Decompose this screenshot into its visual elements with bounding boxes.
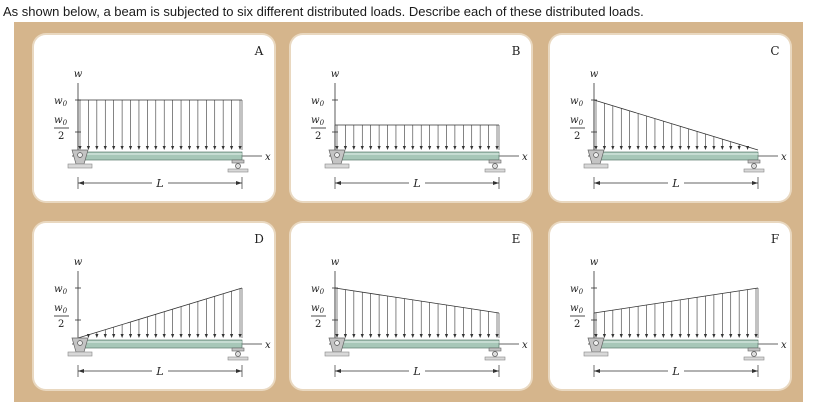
half-w0-numerator: $w_0$ bbox=[54, 303, 68, 315]
load-arrow-head bbox=[171, 334, 174, 338]
load-arrow-head bbox=[721, 146, 724, 150]
load-arrow-head bbox=[137, 334, 140, 338]
load-arrow-head bbox=[687, 334, 690, 338]
dim-arrow-right bbox=[752, 181, 758, 185]
load-arrow-head bbox=[230, 146, 233, 150]
length-label: L bbox=[156, 177, 164, 190]
load-arrow-head bbox=[420, 146, 423, 150]
half-w0-denominator: 2 bbox=[315, 319, 322, 330]
w0-label: $w_0$ bbox=[570, 284, 584, 296]
dim-arrow-right bbox=[236, 181, 242, 185]
pin-support-base bbox=[584, 352, 608, 356]
load-arrow-head bbox=[628, 334, 631, 338]
load-arrow-head bbox=[78, 146, 81, 150]
load-arrow-head bbox=[679, 334, 682, 338]
half-w0-numerator: $w_0$ bbox=[570, 115, 584, 127]
figure-frame bbox=[14, 22, 803, 402]
load-arrow-head bbox=[729, 146, 732, 150]
load-arrow-head bbox=[470, 146, 473, 150]
dim-arrow-right bbox=[236, 369, 242, 373]
half-w0-subscript: 0 bbox=[578, 119, 584, 127]
roller bbox=[236, 164, 241, 169]
pin-support-base bbox=[68, 352, 92, 356]
load-arrow-head bbox=[611, 146, 614, 150]
x-axis-label: x bbox=[781, 340, 787, 351]
pin bbox=[335, 153, 340, 158]
roller-support bbox=[232, 160, 244, 163]
half-w0-numerator: $w_0$ bbox=[54, 115, 68, 127]
pin bbox=[78, 341, 83, 346]
w0-label: $w_0$ bbox=[311, 96, 325, 108]
load-arrow-head bbox=[163, 146, 166, 150]
load-arrow-head bbox=[628, 146, 631, 150]
half-w0-denominator: 2 bbox=[574, 131, 581, 142]
load-arrow-head bbox=[394, 334, 397, 338]
load-arrow-head bbox=[704, 334, 707, 338]
w0-label: $w_0$ bbox=[311, 284, 325, 296]
load-arrow-head bbox=[335, 146, 338, 150]
load-arrow-head bbox=[746, 334, 749, 338]
load-arrow-head bbox=[222, 334, 225, 338]
load-arrow-head bbox=[712, 334, 715, 338]
roller bbox=[493, 164, 498, 169]
load-arrow-head bbox=[470, 334, 473, 338]
load-arrow-head bbox=[695, 146, 698, 150]
panel-e bbox=[291, 223, 531, 389]
load-arrow-head bbox=[205, 146, 208, 150]
load-arrow-head bbox=[196, 146, 199, 150]
dim-arrow-left bbox=[594, 369, 600, 373]
load-arrow-head bbox=[188, 146, 191, 150]
load-arrow-head bbox=[369, 334, 372, 338]
load-arrow-head bbox=[205, 334, 208, 338]
load-arrow-head bbox=[386, 146, 389, 150]
half-w0-subscript: 0 bbox=[62, 119, 68, 127]
load-arrow-head bbox=[394, 146, 397, 150]
load-arrow-head bbox=[188, 334, 191, 338]
w-axis-label: w bbox=[73, 257, 83, 268]
half-w0-numerator: $w_0$ bbox=[311, 115, 325, 127]
load-arrow-head bbox=[436, 146, 439, 150]
load-arrow-head bbox=[238, 146, 241, 150]
roller-support-base bbox=[485, 169, 505, 172]
load-arrow-head bbox=[594, 334, 597, 338]
load-arrow-head bbox=[695, 334, 698, 338]
load-arrow-head bbox=[462, 334, 465, 338]
load-arrow-head bbox=[420, 334, 423, 338]
panel-f bbox=[550, 223, 790, 389]
x-axis-label: x bbox=[265, 340, 271, 351]
load-arrow-head bbox=[453, 334, 456, 338]
load-arrow-head bbox=[453, 146, 456, 150]
load-arrow-head bbox=[352, 146, 355, 150]
load-arrow-head bbox=[411, 334, 414, 338]
roller-support-base bbox=[485, 357, 505, 360]
load-curve bbox=[335, 288, 499, 313]
roller-support bbox=[489, 348, 501, 351]
panel-letter: B bbox=[511, 44, 521, 58]
half-w0-denominator: 2 bbox=[574, 319, 581, 330]
load-arrow-head bbox=[679, 146, 682, 150]
roller-support bbox=[489, 160, 501, 163]
load-arrow-head bbox=[645, 334, 648, 338]
load-arrow-head bbox=[738, 334, 741, 338]
load-arrow-head bbox=[154, 146, 157, 150]
dim-arrow-left bbox=[78, 369, 84, 373]
w0-label: $w_0$ bbox=[54, 284, 68, 296]
load-arrow-head bbox=[637, 334, 640, 338]
load-arrow-head bbox=[712, 146, 715, 150]
half-w0-subscript: 0 bbox=[62, 307, 68, 315]
beam bbox=[78, 152, 242, 160]
load-arrow-head bbox=[171, 146, 174, 150]
half-w0-numerator: $w_0$ bbox=[311, 303, 325, 315]
load-arrow-head bbox=[611, 334, 614, 338]
roller-support bbox=[748, 160, 760, 163]
dim-arrow-left bbox=[78, 181, 84, 185]
load-arrow-head bbox=[662, 334, 665, 338]
load-arrow-head bbox=[179, 146, 182, 150]
pin-support-base bbox=[68, 164, 92, 168]
load-arrow-head bbox=[344, 334, 347, 338]
load-arrow-head bbox=[95, 146, 98, 150]
load-arrow-head bbox=[738, 146, 741, 150]
dim-arrow-left bbox=[335, 369, 341, 373]
half-w0-numerator: $w_0$ bbox=[570, 303, 584, 315]
pin bbox=[594, 341, 599, 346]
roller-support-base bbox=[744, 169, 764, 172]
load-arrow-head bbox=[146, 146, 149, 150]
x-axis-label: x bbox=[522, 152, 528, 163]
roller bbox=[752, 352, 757, 357]
roller-support-base bbox=[228, 169, 248, 172]
load-arrow-head bbox=[428, 146, 431, 150]
load-arrow-head bbox=[729, 334, 732, 338]
load-arrow-head bbox=[121, 146, 124, 150]
w0-subscript: 0 bbox=[578, 288, 584, 296]
load-arrow-head bbox=[238, 334, 241, 338]
load-arrow-head bbox=[137, 146, 140, 150]
load-arrow-head bbox=[163, 334, 166, 338]
roller-support-base bbox=[744, 357, 764, 360]
panel-a bbox=[34, 35, 274, 201]
load-arrow-head bbox=[445, 146, 448, 150]
w0-subscript: 0 bbox=[62, 288, 68, 296]
load-arrow-head bbox=[378, 334, 381, 338]
length-label: L bbox=[672, 177, 680, 190]
beam-diagram bbox=[291, 35, 531, 201]
question-text: As shown below, a beam is subjected to six different distributed loads. Describe each of these distributed loads. bbox=[3, 4, 644, 19]
beam-diagram bbox=[291, 223, 531, 389]
load-arrow-head bbox=[403, 334, 406, 338]
load-arrow-head bbox=[662, 146, 665, 150]
load-arrow-head bbox=[213, 334, 216, 338]
half-w0-denominator: 2 bbox=[58, 319, 65, 330]
load-arrow-head bbox=[754, 334, 757, 338]
beam bbox=[594, 152, 758, 160]
load-arrow-head bbox=[230, 334, 233, 338]
load-curve bbox=[594, 288, 758, 313]
dim-arrow-left bbox=[594, 181, 600, 185]
load-arrow-head bbox=[603, 334, 606, 338]
load-arrow-head bbox=[637, 146, 640, 150]
w-axis-label: w bbox=[589, 69, 599, 80]
half-w0-subscript: 0 bbox=[319, 119, 325, 127]
half-w0-denominator: 2 bbox=[315, 131, 322, 142]
load-arrow-head bbox=[620, 334, 623, 338]
dim-arrow-right bbox=[752, 369, 758, 373]
x-axis-label: x bbox=[265, 152, 271, 163]
load-arrow-head bbox=[653, 146, 656, 150]
pin bbox=[335, 341, 340, 346]
load-arrow-head bbox=[154, 334, 157, 338]
w0-label: $w_0$ bbox=[54, 96, 68, 108]
load-arrow-head bbox=[112, 334, 115, 338]
w-axis-label: w bbox=[330, 69, 340, 80]
load-arrow-head bbox=[594, 146, 597, 150]
load-arrow-head bbox=[222, 146, 225, 150]
load-arrow-head bbox=[495, 146, 498, 150]
load-arrow-head bbox=[344, 146, 347, 150]
x-axis-label: x bbox=[522, 340, 528, 351]
roller bbox=[236, 352, 241, 357]
w0-label: $w_0$ bbox=[570, 96, 584, 108]
load-arrow-head bbox=[645, 146, 648, 150]
panel-b bbox=[291, 35, 531, 201]
load-arrow-head bbox=[603, 146, 606, 150]
load-arrow-head bbox=[403, 146, 406, 150]
panel-letter: D bbox=[254, 232, 264, 246]
roller bbox=[752, 164, 757, 169]
dim-arrow-right bbox=[493, 181, 499, 185]
load-arrow-head bbox=[386, 334, 389, 338]
beam-diagram bbox=[550, 35, 790, 201]
w0-subscript: 0 bbox=[578, 100, 584, 108]
length-label: L bbox=[413, 365, 421, 378]
load-arrow-head bbox=[462, 146, 465, 150]
load-arrow-head bbox=[112, 146, 115, 150]
length-label: L bbox=[413, 177, 421, 190]
half-w0-denominator: 2 bbox=[58, 131, 65, 142]
load-arrow-head bbox=[687, 146, 690, 150]
half-w0-subscript: 0 bbox=[319, 307, 325, 315]
x-axis-label: x bbox=[781, 152, 787, 163]
beam-diagram bbox=[34, 35, 274, 201]
load-arrow-head bbox=[369, 146, 372, 150]
load-arrow-head bbox=[620, 146, 623, 150]
load-arrow-head bbox=[129, 146, 132, 150]
load-arrow-head bbox=[495, 334, 498, 338]
dim-arrow-left bbox=[335, 181, 341, 185]
load-arrow-head bbox=[352, 334, 355, 338]
pin bbox=[594, 153, 599, 158]
load-arrow-head bbox=[721, 334, 724, 338]
load-arrow-head bbox=[411, 146, 414, 150]
load-arrow-head bbox=[129, 334, 132, 338]
w0-subscript: 0 bbox=[319, 100, 325, 108]
load-arrow-head bbox=[653, 334, 656, 338]
half-w0-subscript: 0 bbox=[578, 307, 584, 315]
beam bbox=[78, 340, 242, 348]
load-arrow-head bbox=[179, 334, 182, 338]
length-label: L bbox=[156, 365, 164, 378]
beam-diagram bbox=[550, 223, 790, 389]
load-arrow-head bbox=[95, 334, 98, 338]
beam-diagram bbox=[34, 223, 274, 389]
w-axis-label: w bbox=[73, 69, 83, 80]
roller-support bbox=[232, 348, 244, 351]
beam bbox=[594, 340, 758, 348]
w0-subscript: 0 bbox=[62, 100, 68, 108]
panel-letter: C bbox=[770, 44, 780, 58]
load-arrow-head bbox=[378, 146, 381, 150]
load-arrow-head bbox=[196, 334, 199, 338]
panel-d bbox=[34, 223, 274, 389]
load-arrow-head bbox=[704, 146, 707, 150]
load-arrow-head bbox=[670, 334, 673, 338]
load-arrow-head bbox=[213, 146, 216, 150]
roller-support bbox=[748, 348, 760, 351]
load-arrow-head bbox=[361, 334, 364, 338]
pin-support-base bbox=[584, 164, 608, 168]
load-arrow-head bbox=[121, 334, 124, 338]
w-axis-label: w bbox=[330, 257, 340, 268]
load-arrow-head bbox=[87, 146, 90, 150]
roller bbox=[493, 352, 498, 357]
load-arrow-head bbox=[104, 146, 107, 150]
load-arrow-head bbox=[479, 334, 482, 338]
load-arrow-head bbox=[146, 334, 149, 338]
length-label: L bbox=[672, 365, 680, 378]
panel-letter: E bbox=[511, 232, 521, 246]
w-axis-label: w bbox=[589, 257, 599, 268]
roller-support-base bbox=[228, 357, 248, 360]
pin-support-base bbox=[325, 164, 349, 168]
dim-arrow-right bbox=[493, 369, 499, 373]
pin bbox=[78, 153, 83, 158]
panel-c bbox=[550, 35, 790, 201]
load-arrow-head bbox=[361, 146, 364, 150]
load-arrow-head bbox=[335, 334, 338, 338]
beam bbox=[335, 340, 499, 348]
panel-letter: A bbox=[254, 44, 264, 58]
load-arrow-head bbox=[487, 146, 490, 150]
load-arrow-head bbox=[436, 334, 439, 338]
panel-letter: F bbox=[770, 232, 780, 246]
beam bbox=[335, 152, 499, 160]
pin-support-base bbox=[325, 352, 349, 356]
load-arrow-head bbox=[487, 334, 490, 338]
load-curve bbox=[594, 100, 758, 150]
load-curve bbox=[78, 288, 242, 338]
load-arrow-head bbox=[670, 146, 673, 150]
load-arrow-head bbox=[104, 334, 107, 338]
load-arrow-head bbox=[428, 334, 431, 338]
load-arrow-head bbox=[445, 334, 448, 338]
load-arrow-head bbox=[479, 146, 482, 150]
w0-subscript: 0 bbox=[319, 288, 325, 296]
